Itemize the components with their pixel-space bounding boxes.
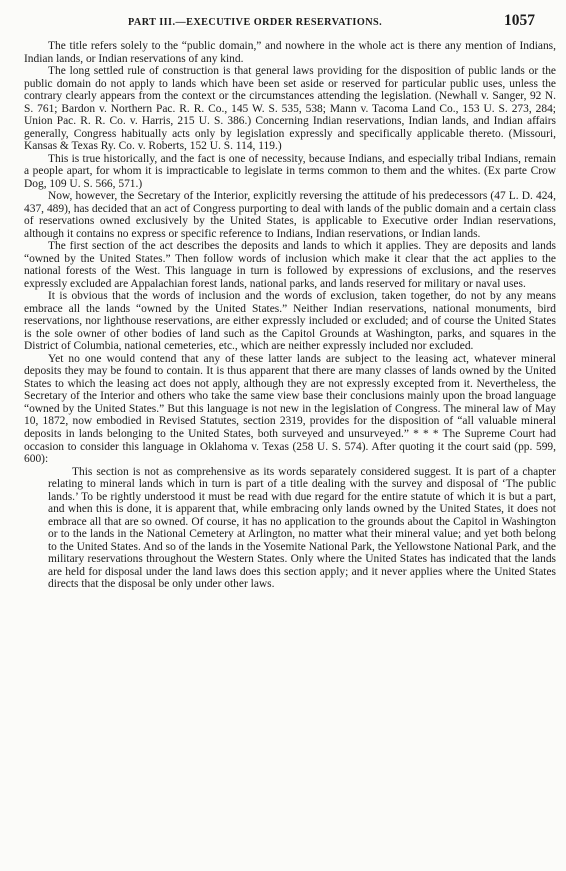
paragraph: The first section of the act describes the deposits and lands to which it applies. They are deposits and lands “owned by the United States.” Then follow words of inclusion which make it clear that the act applies to the national forests of the West. This language in turn is followed by expressions of exclusions, and the reserves expressly excluded are Appalachian forest lands, national parks, and lands reserved for military or naval uses.	[24, 240, 556, 290]
body-text	[24, 40, 556, 591]
paragraph: It is obvious that the words of inclusion and the words of exclusion, taken together, do not by any means embrace all the lands “owned by the United States.” Neither Indian reservations, national monuments, bird reservations, nor lighthouse reservations, are either expressly included or excluded; and of course the United States is the sole owner of other bodies of land such as the Capitol Grounds at Washington, parks, and squares in the District of Columbia, national cemeteries, etc., which are neither expressly included nor excluded.	[24, 290, 556, 353]
running-head: PART III.—EXECUTIVE ORDER RESERVATIONS.	[128, 17, 383, 28]
paragraph: Yet no one would contend that any of these latter lands are subject to the leasing act, whatever mineral deposits they may be found to contain. It is thus apparent that there are many classes of lands owned by the United States to which the leasing act does not apply, although they are not expressly excepted from it. Nevertheless, the Secretary of the Interior and others who take the same view base their conclusions mainly upon the broad language “owned by the United States.” But this language is not new in the legislation of Congress. The mineral law of May 10, 1872, now embodied in Revised Statutes, section 2319, provides for the disposition of “all valuable mineral deposits in lands belonging to the United States, both surveyed and unsurveyed.” * * * The Supreme Court had occasion to consider this language in Oklahoma v. Texas (258 U. S. 574). After quoting it the court said (pp. 599, 600):	[24, 352, 556, 466]
paragraph: This is true historically, and the fact is one of necessity, because Indians, and especially tribal Indians, remain a people apart, for whom it is impracticable to legislate in terms common to them and the whites. (Ex parte Crow Dog, 109 U. S. 566, 571.)	[24, 152, 556, 190]
block-quote: This section is not as comprehensive as its words separately considered suggest. It is part of a chapter relating to mineral lands which in turn is part of a title dealing with the survey and disposal of ‘The public lands.’ To be rightly understood it must be read with due regard for the entire statute of which it is but a part, and when this is done, it is apparent that, while embracing only lands owned by the United States, it does not embrace all that are so owned. Of course, it has no application to the grounds about the Capitol in Washington or to the lands in the National Cemetery at Arlington, no matter what their mineral value; and yet both belong to the United States. And so of the lands in the Yosemite National Park, the Yellowstone National Park, and the military reservations throughout the Western States. Only where the United States has indicated that the lands are held for disposal under the land laws does this section apply; and it never applies where the United States directs that the disposal be only under other laws.	[48, 465, 556, 591]
page-number: 1057	[504, 12, 535, 29]
page-header	[0, 12, 566, 34]
paragraph: Now, however, the Secretary of the Interior, explicitly reversing the attitude of his predecessors (47 L. D. 424, 437, 489), has decided that an act of Congress purporting to deal with lands of the public domain and a certain class of reservations owned exclusively by the United States, is applicable to Executive order Indian reservations, although it contains no express or specific reference to Indians, Indian reservations, or Indian lands.	[24, 190, 556, 240]
paragraph: The title refers solely to the “public domain,” and nowhere in the whole act is there any mention of Indians, Indian lands, or Indian reservations of any kind.	[24, 40, 556, 65]
paragraph: The long settled rule of construction is that general laws providing for the disposition of public lands or the public domain do not apply to lands which have been set aside or reserved for particular public uses, unless the contrary clearly appears from the context or the circumstances attending the legislation. (Newhall v. Sanger, 92 N. S. 761; Bardon v. Northern Pac. R. R. Co., 145 W. S. 535, 538; Mann v. Tacoma Land Co., 153 U. S. 273, 284; Union Pac. R. R. Co. v. Harris, 215 U. S. 386.) Concerning Indian reservations, Indian lands, and Indian affairs generally, Congress habitually acts only by legislation expressly and specifically applicable thereto. (Missouri, Kansas & Texas Ry. Co. v. Roberts, 152 U. S. 114, 119.)	[24, 65, 556, 153]
